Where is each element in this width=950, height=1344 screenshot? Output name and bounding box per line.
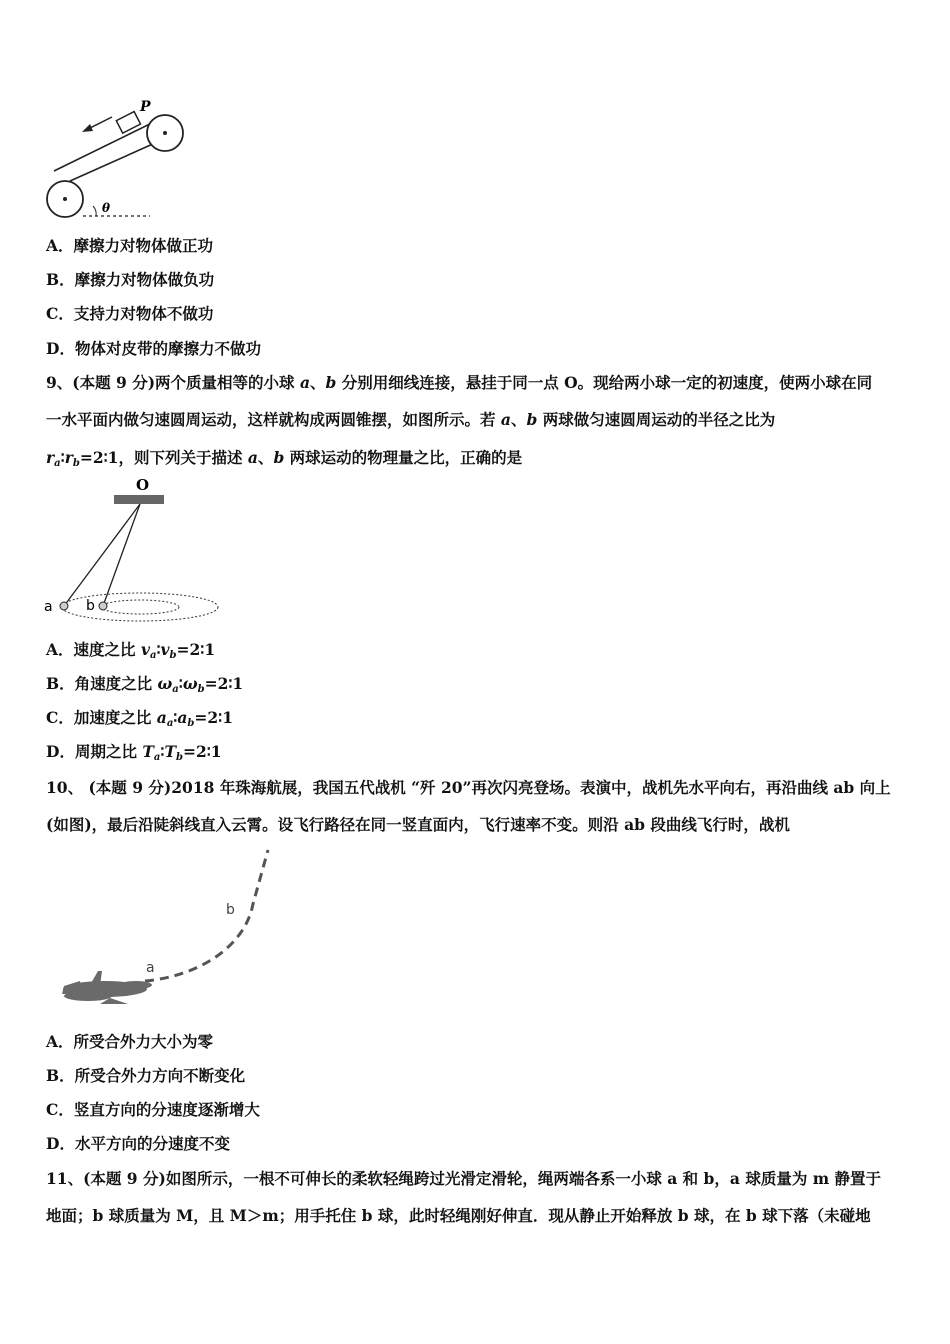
svg-text:b: b <box>226 902 235 918</box>
q10-stem-line2: (如图)，最后沿陡斜线直入云霄。设飞行路径在同一竖直面内，飞行速率不变。则沿 ab 段曲线飞行时，战机 <box>46 815 790 834</box>
label-p: P <box>140 99 151 115</box>
belt-figure <box>40 95 190 223</box>
q10-option-d[interactable]: D．水平方向的分速度不变 <box>46 1134 230 1153</box>
q9-option-c[interactable]: C．加速度之比 $a_a∶a_b=2∶1$ <box>46 708 233 729</box>
svg-text:b: b <box>86 598 95 614</box>
label-theta: θ <box>102 201 111 215</box>
q11-stem-line2: 地面；b 球质量为 M，且 M＞m；用手托住 b 球，此时轻绳刚好伸直．现从静止开始释放 b 球，在 b 球下落（未碰地 <box>46 1206 871 1225</box>
q10-option-b[interactable]: B．所受合外力方向不断变化 <box>46 1066 246 1085</box>
q10-stem-line1: 10、 (本题 9 分)2018 年珠海航展，我国五代战机 “歼 20”再次闪亮登场。表演中，战机先水平向右，再沿曲线 ab 向上 <box>46 778 891 797</box>
q9-stem-line2: 一水平面内做匀速圆周运动，这样就构成两圆锥摆，如图所示。若 a、b 两球做匀速圆周运动的半径之比为 <box>46 410 776 429</box>
label-o: O <box>136 476 150 494</box>
jet-path-figure <box>50 846 280 1006</box>
q10-option-c[interactable]: C．竖直方向的分速度逐渐增大 <box>46 1100 260 1119</box>
q9-option-d[interactable]: D．周期之比 $T_a∶T_b=2∶1$ <box>46 742 222 763</box>
ball-b <box>99 602 107 610</box>
q10-option-a[interactable]: A．所受合外力大小为零 <box>46 1032 214 1051</box>
inner-orbit <box>101 600 179 614</box>
q9-stem-line3: $r_a∶r_b=2∶1$，则下列关于描述 a、b 两球运动的物理量之比，正确的是 <box>46 448 523 469</box>
svg-text:a: a <box>44 599 53 615</box>
q9-stem-line1: 9、(本题 9 分)两个质量相等的小球 a、b 分别用细线连接，悬挂于同一点 O。现给两小球一定的初速度，使两小球在同 <box>46 373 873 392</box>
ceiling-support <box>114 495 164 504</box>
jet-silhouette <box>62 971 152 1004</box>
svg-text:a: a <box>146 960 155 976</box>
q9-option-a[interactable]: A．速度之比 $v_a∶v_b=2∶1$ <box>46 640 216 661</box>
q8-option-c[interactable]: C．支持力对物体不做功 <box>46 304 214 323</box>
ball-a <box>60 602 68 610</box>
flight-curve-ab <box>145 850 268 981</box>
conical-pendulum-figure <box>40 474 225 624</box>
q8-option-b[interactable]: B．摩擦力对物体做负功 <box>46 270 215 289</box>
q8-option-d[interactable]: D．物体对皮带的摩擦力不做功 <box>46 339 261 358</box>
q9-option-b[interactable]: B．角速度之比 $\omega_a∶\omega_b=2∶1$ <box>46 674 244 695</box>
q8-option-a[interactable]: A．摩擦力对物体做正功 <box>46 236 214 255</box>
q11-stem-line1: 11、(本题 9 分)如图所示，一根不可伸长的柔软轻绳跨过光滑定滑轮，绳两端各系一小球 a 和 b，a 球质量为 m 静置于 <box>46 1169 882 1188</box>
